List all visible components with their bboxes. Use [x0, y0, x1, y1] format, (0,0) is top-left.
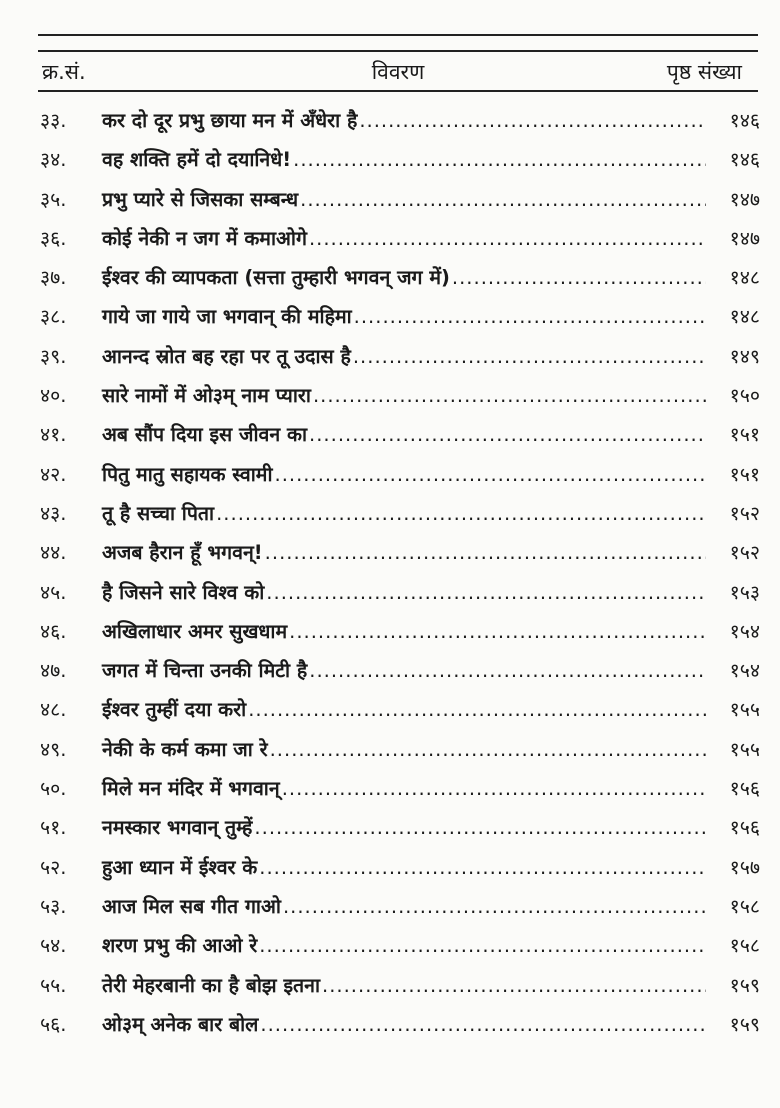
- entry-title: कर दो दूर प्रभु छाया मन में अँधेरा है: [102, 109, 358, 132]
- entry-title: ईश्वर की व्यापकता (सत्ता तुम्हारी भगवन् जग में): [102, 266, 450, 290]
- dot-leader: [266, 581, 706, 604]
- entry-number: ४५.: [40, 580, 67, 604]
- entry-title: प्रभु प्यारे से जिसका सम्बन्ध: [102, 187, 299, 211]
- entry-number: ५५.: [40, 973, 67, 997]
- entry-number: ४९.: [40, 737, 67, 761]
- dot-leader: [254, 816, 706, 839]
- entry-number: ३६.: [40, 226, 67, 250]
- toc-entry: [38, 735, 760, 774]
- description-column-header: विवरण: [371, 60, 425, 84]
- entry-number: ४२.: [40, 462, 67, 486]
- entry-number: ४१.: [40, 423, 67, 447]
- dot-leader: [293, 148, 706, 171]
- entry-page: १४९: [729, 344, 760, 368]
- dot-leader: [309, 227, 706, 250]
- entry-number: ४८.: [40, 698, 67, 722]
- toc-entry: [38, 813, 760, 852]
- toc-entry: [38, 971, 760, 1010]
- dot-leader: [322, 974, 706, 997]
- entry-page: १५२: [729, 501, 760, 525]
- entry-number: ३९.: [40, 344, 67, 368]
- table-header: [38, 56, 758, 88]
- entry-title: हुआ ध्यान में ईश्वर के: [102, 855, 258, 879]
- dot-leader: [353, 345, 706, 368]
- dot-leader: [282, 777, 706, 800]
- toc-entry: [38, 1010, 760, 1049]
- toc-entry: [38, 578, 760, 617]
- toc-entry: [38, 853, 760, 892]
- entry-page: १४८: [729, 266, 760, 290]
- toc-entry: [38, 185, 760, 224]
- entry-title: गाये जा गाये जा भगवान् की महिमा: [102, 305, 352, 329]
- entry-page: १५७: [729, 855, 760, 879]
- entry-page: १५८: [729, 934, 760, 958]
- entry-page: १५२: [729, 541, 760, 565]
- entry-title: शरण प्रभु की आओ रे: [102, 934, 258, 958]
- toc-entry: [38, 420, 760, 459]
- toc-entry: [38, 931, 760, 970]
- entry-title: अब सौंप दिया इस जीवन का: [102, 423, 308, 447]
- toc-entry: [38, 499, 760, 538]
- entry-number: ३४.: [40, 148, 67, 172]
- entry-number: ३५.: [40, 187, 67, 211]
- entry-title: नेकी के कर्म कमा जा रे: [102, 737, 268, 761]
- entry-title: आज मिल सब गीत गाओ: [102, 894, 281, 918]
- toc-entry: [38, 892, 760, 931]
- table-of-contents: [38, 106, 760, 1049]
- entry-number: ३७.: [40, 266, 67, 290]
- entry-page: १५८: [729, 894, 760, 918]
- dot-leader: [259, 856, 706, 879]
- entry-title: है जिसने सारे विश्व को: [102, 580, 265, 604]
- entry-page: १४७: [729, 187, 760, 211]
- entry-page: १५६: [729, 816, 760, 840]
- entry-page: १५५: [729, 698, 760, 722]
- entry-number: ४३.: [40, 501, 67, 525]
- page-column-header: पृष्ठ संख्या: [666, 60, 742, 84]
- entry-page: १५९: [729, 1012, 760, 1036]
- entry-number: ३८.: [40, 305, 67, 329]
- dot-leader: [248, 698, 706, 721]
- dot-leader: [313, 384, 706, 407]
- entry-title: ईश्वर तुम्हीं दया करो: [102, 698, 247, 722]
- toc-entry: [38, 381, 760, 420]
- entry-title: तेरी मेहरबानी का है बोझ इतना: [102, 973, 321, 997]
- header-top-rule: [38, 50, 758, 52]
- entry-number: ५६.: [40, 1012, 67, 1036]
- toc-entry: [38, 538, 760, 577]
- entry-page: १५४: [729, 619, 760, 643]
- entry-number: ५३.: [40, 894, 67, 918]
- toc-entry: [38, 460, 760, 499]
- entry-page: १५९: [729, 973, 760, 997]
- serial-column-header: क्र.सं.: [42, 60, 86, 84]
- entry-title: अजब हैरान हूँ भगवन्!: [102, 541, 263, 565]
- dot-leader: [216, 502, 706, 525]
- entry-number: ५४.: [40, 934, 67, 958]
- dot-leader: [300, 188, 706, 211]
- entry-title: आनन्द स्रोत बह रहा पर तू उदास है: [102, 344, 351, 368]
- entry-number: ५२.: [40, 855, 67, 879]
- entry-page: १४६: [729, 109, 760, 132]
- dot-leader: [289, 620, 706, 643]
- dot-leader: [265, 541, 706, 564]
- toc-entry: [38, 342, 760, 381]
- entry-title: नमस्कार भगवान् तुम्हें: [102, 816, 253, 840]
- entry-title: पितु मातु सहायक स्वामी: [102, 462, 273, 486]
- entry-page: १४८: [729, 305, 760, 329]
- entry-page: १५४: [729, 659, 760, 683]
- toc-entry: [38, 263, 760, 302]
- entry-title: सारे नामों में ओ३म् नाम प्यारा: [102, 384, 311, 408]
- dot-leader: [309, 659, 706, 682]
- entry-page: १५६: [729, 777, 760, 801]
- toc-entry: [38, 656, 760, 695]
- entry-page: १४७: [729, 226, 760, 250]
- dot-leader: [354, 305, 706, 328]
- entry-page: १५५: [729, 737, 760, 761]
- entry-number: ४०.: [40, 384, 67, 408]
- entry-number: ३३.: [40, 109, 67, 132]
- toc-entry: [38, 224, 760, 263]
- entry-title: वह शक्ति हमें दो दयानिधे!: [102, 148, 292, 172]
- entry-number: ४४.: [40, 541, 67, 565]
- entry-title: अखिलाधार अमर सुखधाम: [102, 619, 288, 643]
- entry-title: कोई नेकी न जग में कमाओगे: [102, 226, 307, 250]
- dot-leader: [283, 895, 706, 918]
- entry-page: १५०: [729, 384, 760, 408]
- entry-title: मिले मन मंदिर में भगवान्: [102, 777, 280, 801]
- entry-title: जगत में चिन्ता उनकी मिटी है: [102, 659, 308, 683]
- dot-leader: [275, 463, 707, 486]
- toc-entry: [38, 302, 760, 341]
- entry-number: ४७.: [40, 659, 67, 683]
- dot-leader: [270, 738, 706, 761]
- entry-number: ५०.: [40, 777, 67, 801]
- dot-leader: [260, 1013, 706, 1036]
- entry-number: ५१.: [40, 816, 67, 840]
- toc-entry: [38, 145, 760, 184]
- toc-entry: [38, 106, 760, 145]
- dot-leader: [259, 934, 706, 957]
- entry-page: १५१: [729, 423, 760, 447]
- toc-entry: [38, 617, 760, 656]
- dot-leader: [359, 109, 706, 132]
- entry-title: तू है सच्चा पिता: [102, 501, 215, 525]
- toc-entry: [38, 774, 760, 813]
- toc-entry: [38, 695, 760, 734]
- entry-title: ओ३म् अनेक बार बोल: [102, 1012, 259, 1036]
- entry-page: १५१: [729, 462, 760, 486]
- header-bottom-rule: [38, 90, 758, 92]
- dot-leader: [309, 423, 706, 446]
- entry-number: ४६.: [40, 619, 67, 643]
- top-rule: [38, 34, 758, 36]
- entry-page: १४६: [729, 148, 760, 172]
- dot-leader: [452, 266, 706, 289]
- entry-page: १५३: [729, 580, 760, 604]
